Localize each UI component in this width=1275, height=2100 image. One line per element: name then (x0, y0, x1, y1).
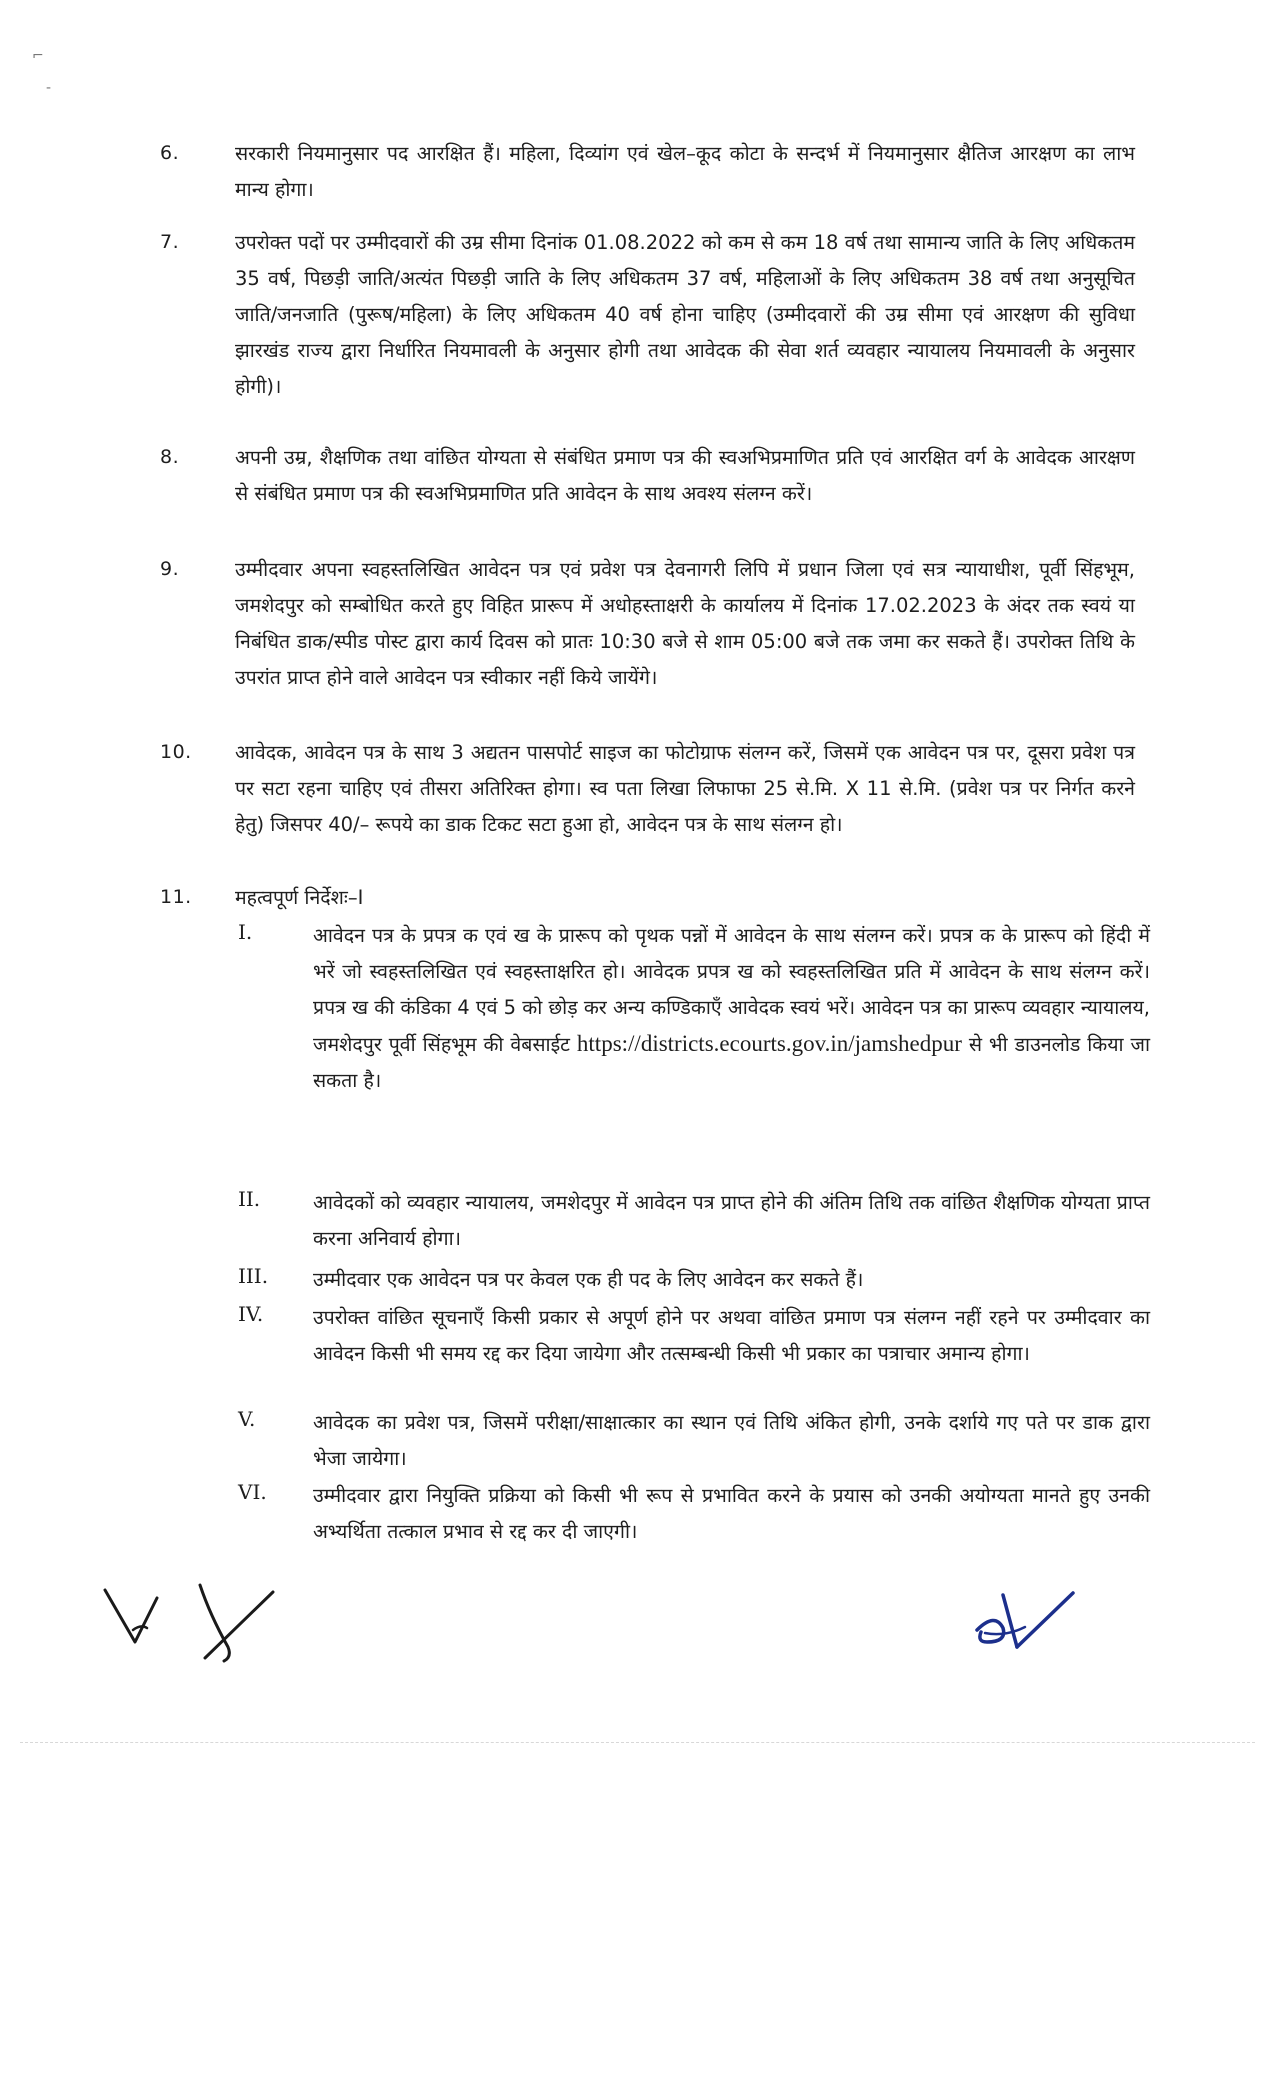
instruction-1 (238, 918, 1150, 1099)
scan-speck: ⌐ (32, 48, 44, 64)
instruction-text: आवेदकों को व्यवहार न्यायालय, जमशेदपुर में आवेदन पत्र प्राप्त होने की अंतिम तिथि तक वांछित शैक्षणिक योग्यता प्राप्त करना अनिवार्य होगा। (313, 1191, 1150, 1250)
clause-number: 9. (160, 558, 180, 580)
clause-8 (160, 440, 1150, 512)
clause-10 (160, 735, 1150, 843)
instruction-6 (238, 1478, 1150, 1550)
website-url: https://districts.ecourts.gov.in/jamshedpur (576, 1031, 962, 1056)
clause-text: उम्मीदवार अपना स्वहस्तलिखित आवेदन पत्र एवं प्रवेश पत्र देवनागरी लिपि में प्रधान जिला एवं सत्र न्यायाधीश, पूर्वी सिंहभूम, जमशेदपुर को सम्बोधित करते हुए विहित प्रारूप में अधोहस्ताक्षरी के कार्यालय में दिनांक 17.02.2023 के अंदर तक स्वयं या निबंधित डाक/स्पीड पोस्ट द्वारा कार्य दिवस को प्रातः 10:30 बजे से शाम 05:00 बजे तक जमा कर सकते हैं। उपरोक्त तिथि के उपरांत प्राप्त होने वाले आवेदन पत्र स्वीकार नहीं किये जायेंगे। (235, 558, 1135, 689)
instruction-number: IV. (238, 1302, 264, 1326)
instruction-2 (238, 1185, 1150, 1257)
clause-9 (160, 552, 1150, 696)
instruction-text: आवेदक का प्रवेश पत्र, जिसमें परीक्षा/साक्षात्कार का स्थान एवं तिथि अंकित होगी, उनके दर्शाये गए पते पर डाक द्वारा भेजा जायेगा। (313, 1411, 1150, 1470)
clause-11 (160, 880, 1150, 916)
signature-stroke (105, 1590, 157, 1642)
instruction-text: उम्मीदवार द्वारा नियुक्ति प्रक्रिया को किसी भी रूप से प्रभावित करने के प्रयास को उनकी अयोग्यता मानते हुए उनकी अभ्यर्थिता तत्काल प्रभाव से रद्द कर दी जाएगी। (313, 1484, 1150, 1543)
clause-text: अपनी उम्र, शैक्षणिक तथा वांछित योग्यता से संबंधित प्रमाण पत्र की स्वअभिप्रमाणित प्रति एवं आरक्षित वर्ग के आवेदक आरक्षण से संबंधित प्रमाण पत्र की स्वअभिप्रमाणित प्रति आवेदन के साथ अवश्य संलग्न करें। (235, 446, 1135, 505)
clause-number: 8. (160, 446, 180, 468)
signature-right (965, 1585, 1095, 1675)
signature-stroke (977, 1620, 1004, 1642)
signature-left (95, 1570, 295, 1680)
scan-edge-line (20, 1742, 1255, 1743)
instruction-number: II. (238, 1187, 261, 1211)
clause-6 (160, 136, 1150, 208)
instruction-5 (238, 1405, 1150, 1477)
clause-text: आवेदक, आवेदन पत्र के साथ 3 अद्यतन पासपोर्ट साइज का फोटोग्राफ संलग्न करें, जिसमें एक आवेदन पत्र पर, दूसरा प्रवेश पत्र पर सटा रहना चाहिए एवं तीसरा अतिरिक्त होगा। स्व पता लिखा लिफाफा 25 से.मि. X 11 से.मि. (प्रवेश पत्र पर निर्गत करने हेतु) जिसपर 40/– रूपये का डाक टिकट सटा हुआ हो, आवेदन पत्र के साथ संलग्न हो। (235, 741, 1135, 836)
clause-heading: महत्वपूर्ण निर्देशः–I (235, 886, 364, 909)
clause-number: 10. (160, 741, 192, 763)
instruction-number: V. (238, 1407, 256, 1431)
clause-number: 11. (160, 886, 192, 908)
clause-text: उपरोक्त पदों पर उम्मीदवारों की उम्र सीमा दिनांक 01.08.2022 को कम से कम 18 वर्ष तथा सामान्य जाति के लिए अधिकतम 35 वर्ष, पिछड़ी जाति/अत्यंत पिछड़ी जाति के लिए अधिकतम 37 वर्ष, महिलाओं के लिए अधिकतम 38 वर्ष तथा अनुसूचित जाति/जनजाति (पुरूष/महिला) के लिए अधिकतम 40 वर्ष होना चाहिए (उम्मीदवारों की उम्र सीमा एवं आरक्षण की सुविधा झारखंड राज्य द्वारा निर्धारित नियमावली के अनुसार होगी तथा आवेदक की सेवा शर्त व्यवहार न्यायालय नियमावली के अनुसार होगी)। (235, 231, 1135, 398)
clause-7 (160, 225, 1150, 405)
instruction-text-part: से भी डाउनलोड किया जा सकता है। (313, 1033, 1151, 1092)
instruction-text-part: आवेदन पत्र के प्रपत्र क एवं ख के प्रारूप को पृथक पन्नों में आवेदन के साथ संलग्न करें। प्रपत्र क के प्रारूप को हिंदी में भरें जो स्वहस्तलिखित एवं स्वहस्ताक्षरित हो। आवेदक प्रपत्र ख को स्वहस्तलिखित प्रति में आवेदन के साथ संलग्न करें। प्रपत्र ख की कंडिका 4 एवं 5 को छोड़ कर अन्य कण्डिकाएँ आवेदक स्वयं भरें। आवेदन पत्र का प्रारूप व्यवहार न्यायालय, जमशेदपुर पूर्वी सिंहभूम की वेबसाईट (313, 924, 1150, 1056)
clause-number: 7. (160, 231, 180, 253)
instruction-text: उम्मीदवार एक आवेदन पत्र पर केवल एक ही पद के लिए आवेदन कर सकते हैं। (313, 1268, 864, 1291)
instruction-4 (238, 1300, 1150, 1372)
instruction-text: उपरोक्त वांछित सूचनाएँ किसी प्रकार से अपूर्ण होने पर अथवा वांछित प्रमाण पत्र संलग्न नहीं रहने पर उम्मीदवार का आवेदन किसी भी समय रद्द कर दिया जायेगा और तत्सम्बन्धी किसी भी प्रकार का पत्राचार अमान्य होगा। (313, 1306, 1150, 1365)
instruction-text (313, 918, 1150, 1099)
signature-stroke (1003, 1595, 1017, 1647)
signature-stroke (1017, 1593, 1073, 1647)
instruction-number: III. (238, 1264, 269, 1288)
instruction-3 (238, 1262, 1150, 1298)
instruction-number: VI. (238, 1480, 267, 1504)
clause-text: सरकारी नियमानुसार पद आरक्षित हैं। महिला, दिव्यांग एवं खेल–कूद कोटा के सन्दर्भ में नियमानुसार क्षैतिज आरक्षण का लाभ मान्य होगा। (235, 142, 1135, 201)
instruction-number: I. (238, 920, 253, 944)
clause-number: 6. (160, 142, 180, 164)
scan-speck: - (46, 80, 52, 96)
